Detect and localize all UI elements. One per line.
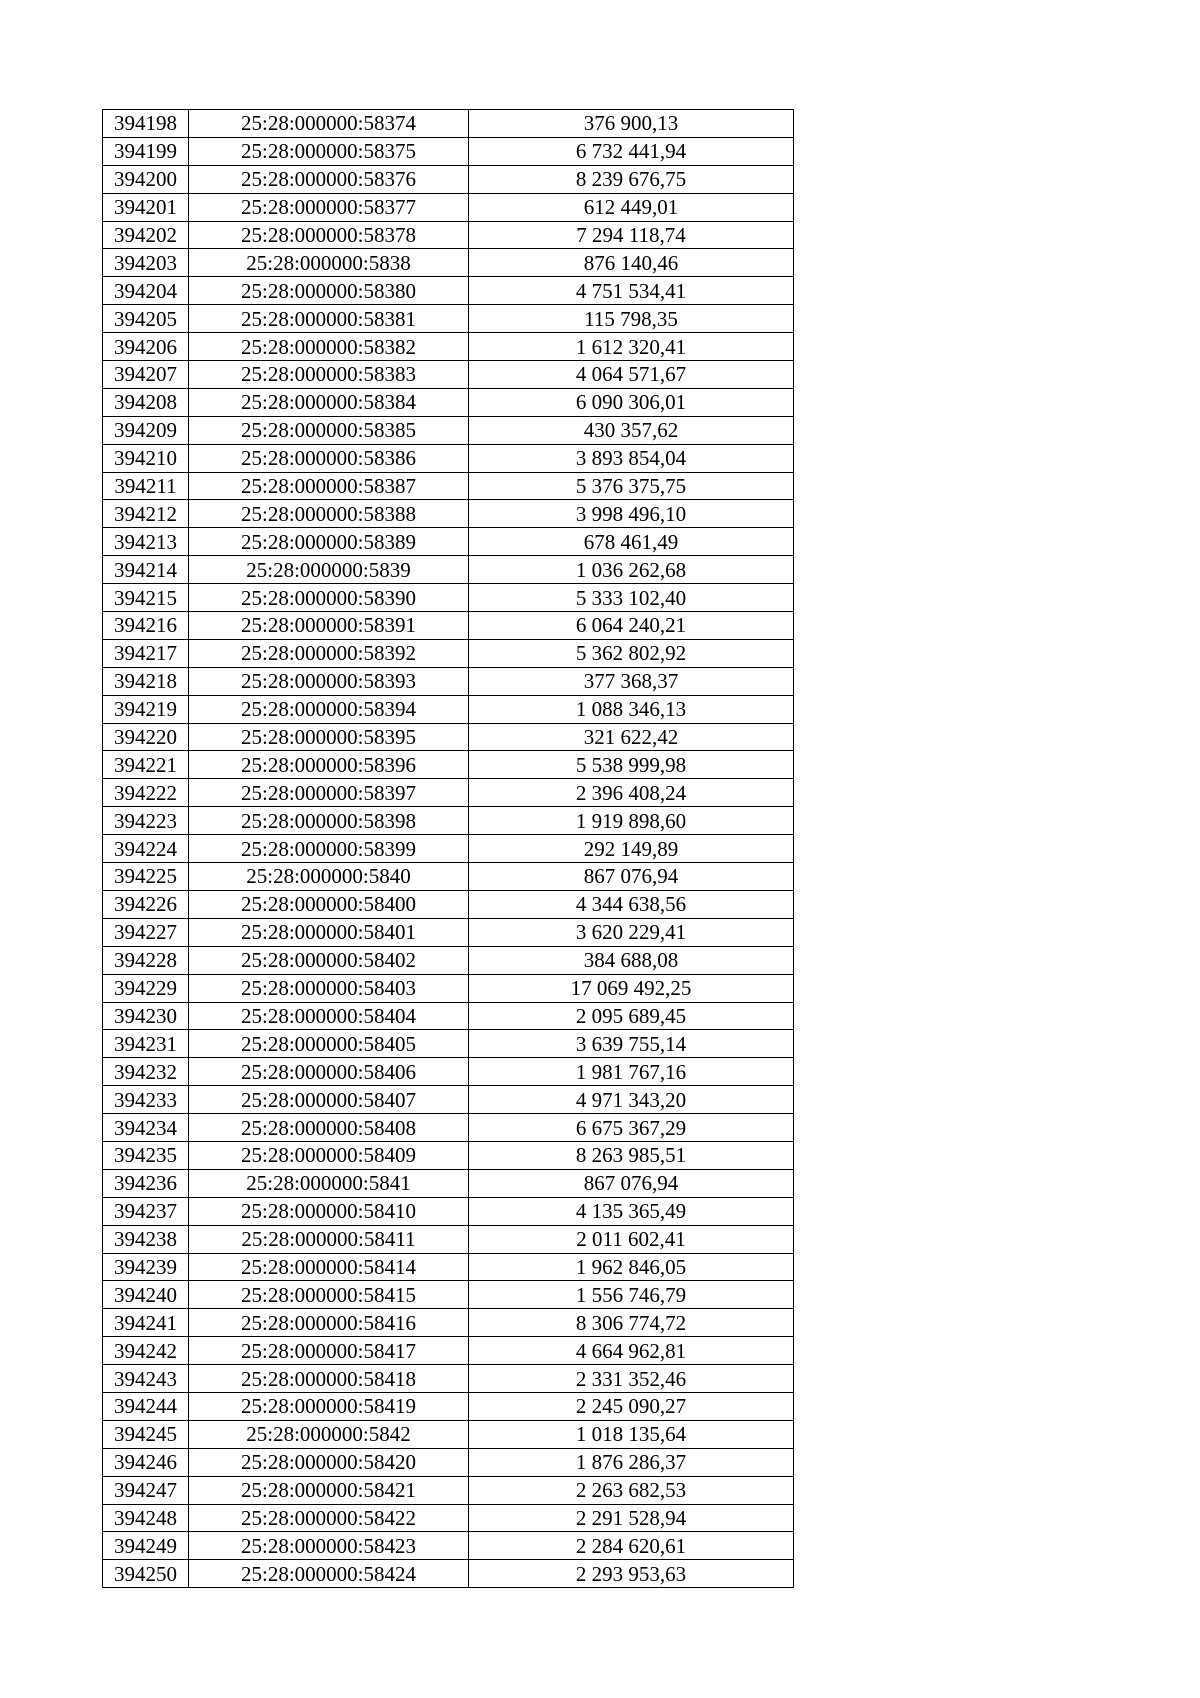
table-row bbox=[103, 277, 794, 305]
row-number-cell: 394211 bbox=[103, 472, 189, 500]
row-number-cell: 394219 bbox=[103, 695, 189, 723]
row-number-cell: 394240 bbox=[103, 1281, 189, 1309]
row-number-cell: 394234 bbox=[103, 1114, 189, 1142]
cadastral-value-cell: 1 981 767,16 bbox=[469, 1058, 794, 1086]
table-row bbox=[103, 1002, 794, 1030]
row-number-cell: 394204 bbox=[103, 277, 189, 305]
table-row bbox=[103, 723, 794, 751]
document-page bbox=[102, 109, 793, 1588]
cadastral-number-cell: 25:28:000000:58380 bbox=[189, 277, 469, 305]
cadastral-value-cell: 2 263 682,53 bbox=[469, 1476, 794, 1504]
cadastral-number-cell: 25:28:000000:58416 bbox=[189, 1309, 469, 1337]
row-number-cell: 394212 bbox=[103, 500, 189, 528]
table-row bbox=[103, 221, 794, 249]
cadastral-value-cell: 3 620 229,41 bbox=[469, 918, 794, 946]
row-number-cell: 394229 bbox=[103, 974, 189, 1002]
row-number-cell: 394208 bbox=[103, 388, 189, 416]
row-number-cell: 394203 bbox=[103, 249, 189, 277]
table-row bbox=[103, 472, 794, 500]
table-row bbox=[103, 695, 794, 723]
table-row bbox=[103, 305, 794, 333]
cadastral-number-cell: 25:28:000000:58386 bbox=[189, 444, 469, 472]
cadastral-number-cell: 25:28:000000:58382 bbox=[189, 333, 469, 361]
cadastral-number-cell: 25:28:000000:58406 bbox=[189, 1058, 469, 1086]
row-number-cell: 394202 bbox=[103, 221, 189, 249]
table-row bbox=[103, 1504, 794, 1532]
cadastral-value-cell: 612 449,01 bbox=[469, 193, 794, 221]
table-row bbox=[103, 1309, 794, 1337]
cadastral-number-cell: 25:28:000000:58422 bbox=[189, 1504, 469, 1532]
table-row bbox=[103, 639, 794, 667]
cadastral-value-cell: 8 306 774,72 bbox=[469, 1309, 794, 1337]
row-number-cell: 394232 bbox=[103, 1058, 189, 1086]
table-row bbox=[103, 193, 794, 221]
row-number-cell: 394225 bbox=[103, 863, 189, 891]
table-row bbox=[103, 890, 794, 918]
row-number-cell: 394220 bbox=[103, 723, 189, 751]
cadastral-number-cell: 25:28:000000:58401 bbox=[189, 918, 469, 946]
cadastral-number-cell: 25:28:000000:58394 bbox=[189, 695, 469, 723]
row-number-cell: 394231 bbox=[103, 1030, 189, 1058]
row-number-cell: 394216 bbox=[103, 612, 189, 640]
cadastral-value-cell: 430 357,62 bbox=[469, 416, 794, 444]
row-number-cell: 394249 bbox=[103, 1532, 189, 1560]
table-row bbox=[103, 1141, 794, 1169]
cadastral-value-cell: 6 675 367,29 bbox=[469, 1114, 794, 1142]
row-number-cell: 394235 bbox=[103, 1141, 189, 1169]
cadastral-value-cell: 292 149,89 bbox=[469, 835, 794, 863]
row-number-cell: 394214 bbox=[103, 556, 189, 584]
cadastral-value-cell: 867 076,94 bbox=[469, 1169, 794, 1197]
row-number-cell: 394245 bbox=[103, 1420, 189, 1448]
cadastral-number-cell: 25:28:000000:58415 bbox=[189, 1281, 469, 1309]
cadastral-number-cell: 25:28:000000:58384 bbox=[189, 388, 469, 416]
cadastral-number-cell: 25:28:000000:58407 bbox=[189, 1086, 469, 1114]
cadastral-value-cell: 1 088 346,13 bbox=[469, 695, 794, 723]
cadastral-value-cell: 5 376 375,75 bbox=[469, 472, 794, 500]
cadastral-number-cell: 25:28:000000:58374 bbox=[189, 110, 469, 138]
table-row bbox=[103, 807, 794, 835]
cadastral-number-cell: 25:28:000000:58411 bbox=[189, 1225, 469, 1253]
table-row bbox=[103, 1197, 794, 1225]
table-row bbox=[103, 444, 794, 472]
cadastral-number-cell: 25:28:000000:5839 bbox=[189, 556, 469, 584]
table-row bbox=[103, 1337, 794, 1365]
cadastral-number-cell: 25:28:000000:58423 bbox=[189, 1532, 469, 1560]
cadastral-number-cell: 25:28:000000:58388 bbox=[189, 500, 469, 528]
cadastral-value-cell: 377 368,37 bbox=[469, 667, 794, 695]
table-row bbox=[103, 612, 794, 640]
cadastral-value-cell: 4 751 534,41 bbox=[469, 277, 794, 305]
cadastral-value-cell: 1 919 898,60 bbox=[469, 807, 794, 835]
cadastral-number-cell: 25:28:000000:5838 bbox=[189, 249, 469, 277]
table-row bbox=[103, 946, 794, 974]
row-number-cell: 394227 bbox=[103, 918, 189, 946]
row-number-cell: 394198 bbox=[103, 110, 189, 138]
cadastral-number-cell: 25:28:000000:58404 bbox=[189, 1002, 469, 1030]
cadastral-value-cell: 17 069 492,25 bbox=[469, 974, 794, 1002]
row-number-cell: 394243 bbox=[103, 1365, 189, 1393]
table-row bbox=[103, 1448, 794, 1476]
cadastral-value-cell: 4 971 343,20 bbox=[469, 1086, 794, 1114]
cadastral-value-cell: 876 140,46 bbox=[469, 249, 794, 277]
cadastral-value-cell: 4 064 571,67 bbox=[469, 361, 794, 389]
table-row bbox=[103, 863, 794, 891]
table-row bbox=[103, 165, 794, 193]
cadastral-value-cell: 2 396 408,24 bbox=[469, 779, 794, 807]
row-number-cell: 394218 bbox=[103, 667, 189, 695]
cadastral-value-cell: 8 263 985,51 bbox=[469, 1141, 794, 1169]
row-number-cell: 394200 bbox=[103, 165, 189, 193]
cadastral-number-cell: 25:28:000000:58405 bbox=[189, 1030, 469, 1058]
table-row bbox=[103, 1365, 794, 1393]
row-number-cell: 394233 bbox=[103, 1086, 189, 1114]
row-number-cell: 394209 bbox=[103, 416, 189, 444]
cadastral-number-cell: 25:28:000000:58424 bbox=[189, 1560, 469, 1588]
table-row bbox=[103, 333, 794, 361]
table-row bbox=[103, 1058, 794, 1086]
cadastral-value-cell: 5 538 999,98 bbox=[469, 751, 794, 779]
cadastral-value-cell: 384 688,08 bbox=[469, 946, 794, 974]
cadastral-value-cell: 3 998 496,10 bbox=[469, 500, 794, 528]
table-row bbox=[103, 1476, 794, 1504]
cadastral-value-cell: 5 362 802,92 bbox=[469, 639, 794, 667]
table-row bbox=[103, 249, 794, 277]
cadastral-value-cell: 6 064 240,21 bbox=[469, 612, 794, 640]
cadastral-number-cell: 25:28:000000:58381 bbox=[189, 305, 469, 333]
row-number-cell: 394230 bbox=[103, 1002, 189, 1030]
cadastral-number-cell: 25:28:000000:58402 bbox=[189, 946, 469, 974]
cadastral-value-cell: 1 036 262,68 bbox=[469, 556, 794, 584]
row-number-cell: 394226 bbox=[103, 890, 189, 918]
cadastral-value-cell: 8 239 676,75 bbox=[469, 165, 794, 193]
cadastral-value-cell: 2 245 090,27 bbox=[469, 1392, 794, 1420]
row-number-cell: 394239 bbox=[103, 1253, 189, 1281]
row-number-cell: 394207 bbox=[103, 361, 189, 389]
cadastral-number-cell: 25:28:000000:58403 bbox=[189, 974, 469, 1002]
table-row bbox=[103, 416, 794, 444]
cadastral-value-cell: 1 876 286,37 bbox=[469, 1448, 794, 1476]
cadastral-value-cell: 2 293 953,63 bbox=[469, 1560, 794, 1588]
row-number-cell: 394241 bbox=[103, 1309, 189, 1337]
row-number-cell: 394238 bbox=[103, 1225, 189, 1253]
row-number-cell: 394222 bbox=[103, 779, 189, 807]
cadastral-number-cell: 25:28:000000:58392 bbox=[189, 639, 469, 667]
cadastral-number-cell: 25:28:000000:58398 bbox=[189, 807, 469, 835]
cadastral-value-cell: 1 556 746,79 bbox=[469, 1281, 794, 1309]
cadastral-number-cell: 25:28:000000:58421 bbox=[189, 1476, 469, 1504]
cadastral-value-cell: 2 331 352,46 bbox=[469, 1365, 794, 1393]
cadastral-number-cell: 25:28:000000:58378 bbox=[189, 221, 469, 249]
table-row bbox=[103, 500, 794, 528]
row-number-cell: 394217 bbox=[103, 639, 189, 667]
table-row bbox=[103, 528, 794, 556]
table-row bbox=[103, 1392, 794, 1420]
row-number-cell: 394244 bbox=[103, 1392, 189, 1420]
table-row bbox=[103, 1532, 794, 1560]
cadastral-number-cell: 25:28:000000:58417 bbox=[189, 1337, 469, 1365]
cadastral-number-cell: 25:28:000000:58397 bbox=[189, 779, 469, 807]
cadastral-number-cell: 25:28:000000:58387 bbox=[189, 472, 469, 500]
cadastral-number-cell: 25:28:000000:5842 bbox=[189, 1420, 469, 1448]
table-body bbox=[103, 110, 794, 1588]
cadastral-value-cell: 867 076,94 bbox=[469, 863, 794, 891]
row-number-cell: 394237 bbox=[103, 1197, 189, 1225]
cadastral-number-cell: 25:28:000000:58393 bbox=[189, 667, 469, 695]
cadastral-number-cell: 25:28:000000:58414 bbox=[189, 1253, 469, 1281]
table-row bbox=[103, 1169, 794, 1197]
table-row bbox=[103, 751, 794, 779]
table-row bbox=[103, 1225, 794, 1253]
cadastral-number-cell: 25:28:000000:58420 bbox=[189, 1448, 469, 1476]
cadastral-value-cell: 4 664 962,81 bbox=[469, 1337, 794, 1365]
cadastral-number-cell: 25:28:000000:5841 bbox=[189, 1169, 469, 1197]
cadastral-number-cell: 25:28:000000:5840 bbox=[189, 863, 469, 891]
cadastral-value-cell: 1 018 135,64 bbox=[469, 1420, 794, 1448]
table-row bbox=[103, 974, 794, 1002]
table-row bbox=[103, 835, 794, 863]
cadastral-number-cell: 25:28:000000:58418 bbox=[189, 1365, 469, 1393]
cadastral-number-cell: 25:28:000000:58385 bbox=[189, 416, 469, 444]
table-row bbox=[103, 779, 794, 807]
row-number-cell: 394236 bbox=[103, 1169, 189, 1197]
cadastral-value-cell: 376 900,13 bbox=[469, 110, 794, 138]
table-row bbox=[103, 1420, 794, 1448]
table-row bbox=[103, 556, 794, 584]
table-row bbox=[103, 388, 794, 416]
cadastral-value-cell: 321 622,42 bbox=[469, 723, 794, 751]
table-row bbox=[103, 361, 794, 389]
row-number-cell: 394221 bbox=[103, 751, 189, 779]
cadastral-value-cell: 4 344 638,56 bbox=[469, 890, 794, 918]
row-number-cell: 394223 bbox=[103, 807, 189, 835]
cadastral-value-cell: 5 333 102,40 bbox=[469, 584, 794, 612]
table-row bbox=[103, 1281, 794, 1309]
cadastral-value-table bbox=[102, 109, 794, 1588]
cadastral-value-cell: 6 090 306,01 bbox=[469, 388, 794, 416]
row-number-cell: 394224 bbox=[103, 835, 189, 863]
row-number-cell: 394228 bbox=[103, 946, 189, 974]
cadastral-number-cell: 25:28:000000:58419 bbox=[189, 1392, 469, 1420]
table-row bbox=[103, 918, 794, 946]
cadastral-number-cell: 25:28:000000:58389 bbox=[189, 528, 469, 556]
cadastral-value-cell: 3 639 755,14 bbox=[469, 1030, 794, 1058]
row-number-cell: 394246 bbox=[103, 1448, 189, 1476]
row-number-cell: 394210 bbox=[103, 444, 189, 472]
table-row bbox=[103, 1114, 794, 1142]
row-number-cell: 394215 bbox=[103, 584, 189, 612]
row-number-cell: 394248 bbox=[103, 1504, 189, 1532]
cadastral-number-cell: 25:28:000000:58391 bbox=[189, 612, 469, 640]
table-row bbox=[103, 1253, 794, 1281]
cadastral-number-cell: 25:28:000000:58375 bbox=[189, 137, 469, 165]
row-number-cell: 394213 bbox=[103, 528, 189, 556]
row-number-cell: 394201 bbox=[103, 193, 189, 221]
table-row bbox=[103, 1560, 794, 1588]
cadastral-value-cell: 4 135 365,49 bbox=[469, 1197, 794, 1225]
cadastral-number-cell: 25:28:000000:58396 bbox=[189, 751, 469, 779]
cadastral-value-cell: 115 798,35 bbox=[469, 305, 794, 333]
cadastral-value-cell: 2 284 620,61 bbox=[469, 1532, 794, 1560]
cadastral-number-cell: 25:28:000000:58409 bbox=[189, 1141, 469, 1169]
cadastral-value-cell: 2 011 602,41 bbox=[469, 1225, 794, 1253]
cadastral-number-cell: 25:28:000000:58399 bbox=[189, 835, 469, 863]
row-number-cell: 394247 bbox=[103, 1476, 189, 1504]
table-row bbox=[103, 137, 794, 165]
row-number-cell: 394205 bbox=[103, 305, 189, 333]
cadastral-number-cell: 25:28:000000:58408 bbox=[189, 1114, 469, 1142]
cadastral-value-cell: 1 962 846,05 bbox=[469, 1253, 794, 1281]
cadastral-value-cell: 2 291 528,94 bbox=[469, 1504, 794, 1532]
cadastral-value-cell: 678 461,49 bbox=[469, 528, 794, 556]
cadastral-number-cell: 25:28:000000:58400 bbox=[189, 890, 469, 918]
cadastral-number-cell: 25:28:000000:58377 bbox=[189, 193, 469, 221]
cadastral-number-cell: 25:28:000000:58376 bbox=[189, 165, 469, 193]
cadastral-value-cell: 3 893 854,04 bbox=[469, 444, 794, 472]
table-row bbox=[103, 110, 794, 138]
table-row bbox=[103, 667, 794, 695]
table-row bbox=[103, 1086, 794, 1114]
cadastral-number-cell: 25:28:000000:58395 bbox=[189, 723, 469, 751]
cadastral-value-cell: 7 294 118,74 bbox=[469, 221, 794, 249]
cadastral-number-cell: 25:28:000000:58410 bbox=[189, 1197, 469, 1225]
row-number-cell: 394242 bbox=[103, 1337, 189, 1365]
cadastral-number-cell: 25:28:000000:58390 bbox=[189, 584, 469, 612]
cadastral-value-cell: 2 095 689,45 bbox=[469, 1002, 794, 1030]
row-number-cell: 394206 bbox=[103, 333, 189, 361]
cadastral-value-cell: 1 612 320,41 bbox=[469, 333, 794, 361]
table-row bbox=[103, 1030, 794, 1058]
cadastral-number-cell: 25:28:000000:58383 bbox=[189, 361, 469, 389]
row-number-cell: 394199 bbox=[103, 137, 189, 165]
cadastral-value-cell: 6 732 441,94 bbox=[469, 137, 794, 165]
table-row bbox=[103, 584, 794, 612]
row-number-cell: 394250 bbox=[103, 1560, 189, 1588]
